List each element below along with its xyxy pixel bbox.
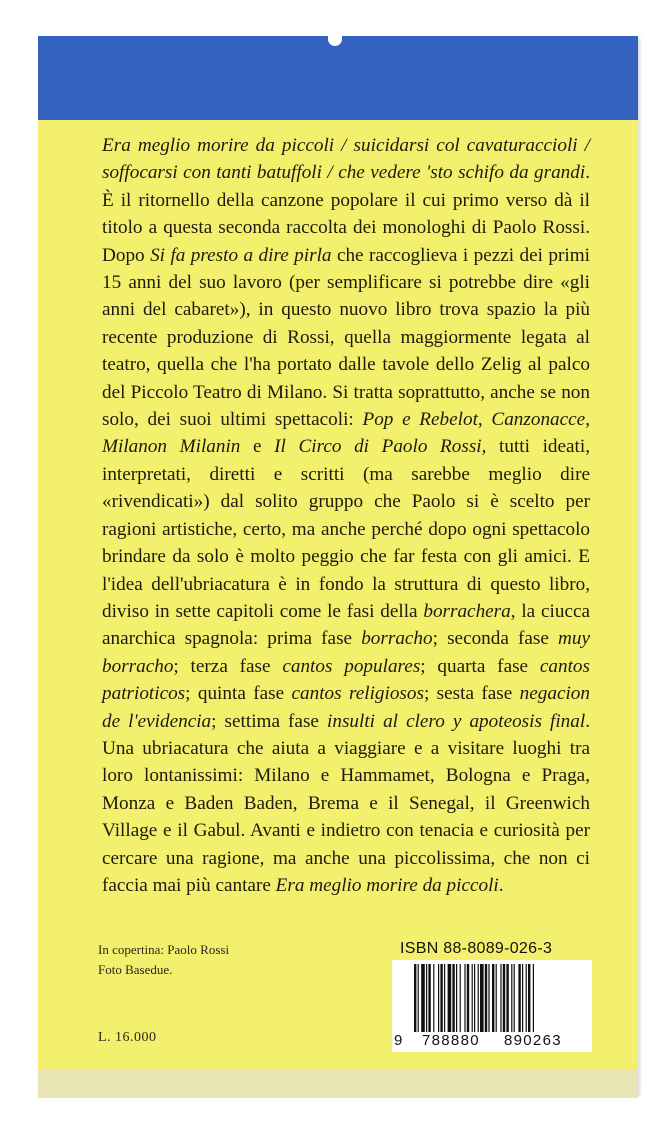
cover-credits xyxy=(98,940,229,980)
barcode-bar xyxy=(428,964,430,1034)
barcode-bar xyxy=(440,964,442,1034)
barcode-bar xyxy=(421,964,425,1034)
blurb-term: cantos patrioticos xyxy=(102,655,590,705)
blurb-term: muy borracho xyxy=(102,628,590,677)
barcode-bar xyxy=(496,964,497,1034)
barcode-bar xyxy=(426,964,427,1034)
blurb-term: cantos religiosos xyxy=(291,683,424,705)
barcode-bar xyxy=(474,964,475,1034)
blurb-text: ; sesta fase xyxy=(423,683,520,705)
photo-agency-credit: Foto Basedue. xyxy=(98,962,173,977)
blurb-text: ; seconda fase xyxy=(432,628,559,650)
barcode-bar xyxy=(511,964,512,1034)
blurb-text: , la ciucca anarchica spagnola: prima fase xyxy=(102,600,590,650)
barcode-bar xyxy=(444,964,445,1034)
barcode-bar xyxy=(492,964,494,1034)
barcode-bar xyxy=(467,964,469,1034)
barcode-bar xyxy=(456,964,457,1034)
blurb-text: , tutti ideati, interpretati, diretti e scritti (ma sarebbe meglio dire «rivendicati») dal solito gruppo che Paolo si è scelto per ragioni artistiche, certo, ma anche perché dopo ogni spettacolo brindare da solo è molto peggio che far festa con gli amici. E l'idea dell'ubriacatura è in fondo la struttura di questo libro, diviso in sette capitoli come le fasi della xyxy=(102,436,590,622)
blurb-title: Pop e Rebelot, Canzonacce, Milanon Milanin xyxy=(102,409,590,458)
price: L. 16.000 xyxy=(98,1030,157,1045)
barcode-bar xyxy=(448,964,452,1034)
barcode-bars xyxy=(412,964,572,1034)
barcode-bar xyxy=(472,964,473,1034)
barcode-bar xyxy=(485,964,487,1034)
barcode-digits xyxy=(392,1032,592,1052)
barcode-digit-first: 9 xyxy=(394,1032,404,1049)
barcode-bar xyxy=(478,964,479,1034)
blurb-text: ; quinta fase xyxy=(185,683,292,705)
barcode-bar xyxy=(522,964,523,1034)
blurb-title: Era meglio morire da piccoli xyxy=(275,874,499,896)
barcode-bar xyxy=(414,964,416,1034)
barcode-bar xyxy=(418,964,419,1034)
barcode-bar xyxy=(464,964,465,1034)
isbn-label: ISBN 88-8089-026-3 xyxy=(400,940,553,957)
blurb-title: Si fa presto a dire pirla xyxy=(150,244,332,266)
blurb-text: . Una ubriacatura che aiuta a viaggiare e a visitare luoghi tra loro lontanissimi: Milano e Hammamet, Bologna e Praga, Monza e Baden Baden, Brema e il Senegal, il Greenwich Village e il Gabul. Avanti e indietro con tenacia e curiosità per cercare una ragione, ma anche una piccolissima, che non ci faccia mai più cantare xyxy=(102,710,590,896)
barcode-bar xyxy=(480,964,484,1034)
barcode-bar xyxy=(460,964,461,1034)
barcode-bar xyxy=(533,964,534,1034)
barcode-group-right: 890263 xyxy=(504,1032,562,1049)
barcode-bar xyxy=(438,964,439,1034)
barcode-bar xyxy=(503,964,505,1034)
blurb-text: ; terza fase xyxy=(173,655,283,677)
barcode-bar xyxy=(488,964,489,1034)
blurb-term: insulti al clero y apoteosis final xyxy=(327,710,586,732)
blurb-title: Il Circo di Paolo Rossi xyxy=(274,436,482,458)
blurb-term: negacion de l'evidencia xyxy=(102,683,590,732)
barcode-bar xyxy=(452,964,454,1034)
cover-photo-credit: In copertina: Paolo Rossi xyxy=(98,942,230,957)
barcode-bar xyxy=(506,964,508,1034)
blurb-term: cantos populares xyxy=(282,655,421,677)
barcode-bar xyxy=(526,964,527,1034)
barcode-bar xyxy=(528,964,530,1034)
blurb-text: ; quarta fase xyxy=(420,655,540,677)
back-cover-blurb xyxy=(102,132,590,899)
cover-bottom-edge xyxy=(38,1070,638,1098)
blurb-text: ; settima fase xyxy=(211,710,328,732)
blurb-text: . xyxy=(498,874,504,896)
blurb-term: borrachera xyxy=(423,600,511,622)
blurb-term: borracho xyxy=(361,628,433,650)
blurb-quote: Era meglio morire da piccoli / suicidarsi col cavaturaccioli / soffocarsi con tanti batuffoli / che vedere 'sto schifo da grandi xyxy=(102,135,590,184)
blurb-text: e xyxy=(240,436,275,458)
barcode-group-left: 788880 xyxy=(422,1032,480,1049)
barcode-bar xyxy=(518,964,520,1034)
barcode-bar xyxy=(500,964,501,1034)
barcode-bar xyxy=(433,964,434,1034)
blurb-text: . È il ritornello della canzone popolare il cui primo verso dà il titolo a questa seconda raccolta dei monologhi di Paolo Rossi. Dopo xyxy=(102,162,590,266)
top-blue-band xyxy=(38,36,638,120)
barcode-bar xyxy=(514,964,515,1034)
blurb-text: che raccoglieva i pezzi dei primi 15 anni del suo lavoro (per semplificare si potrebbe dire «gli anni del cabaret»), in questo nuovo libro trova spazio la più recente produzione di Rossi, quella maggiormente legata al teatro, quella che l'ha portato dalle tavole dello Zelig al palco del Piccolo Teatro di Milano. Si tratta soprattutto, anche se non solo, dei suoi ultimi spettacoli: xyxy=(102,244,590,431)
